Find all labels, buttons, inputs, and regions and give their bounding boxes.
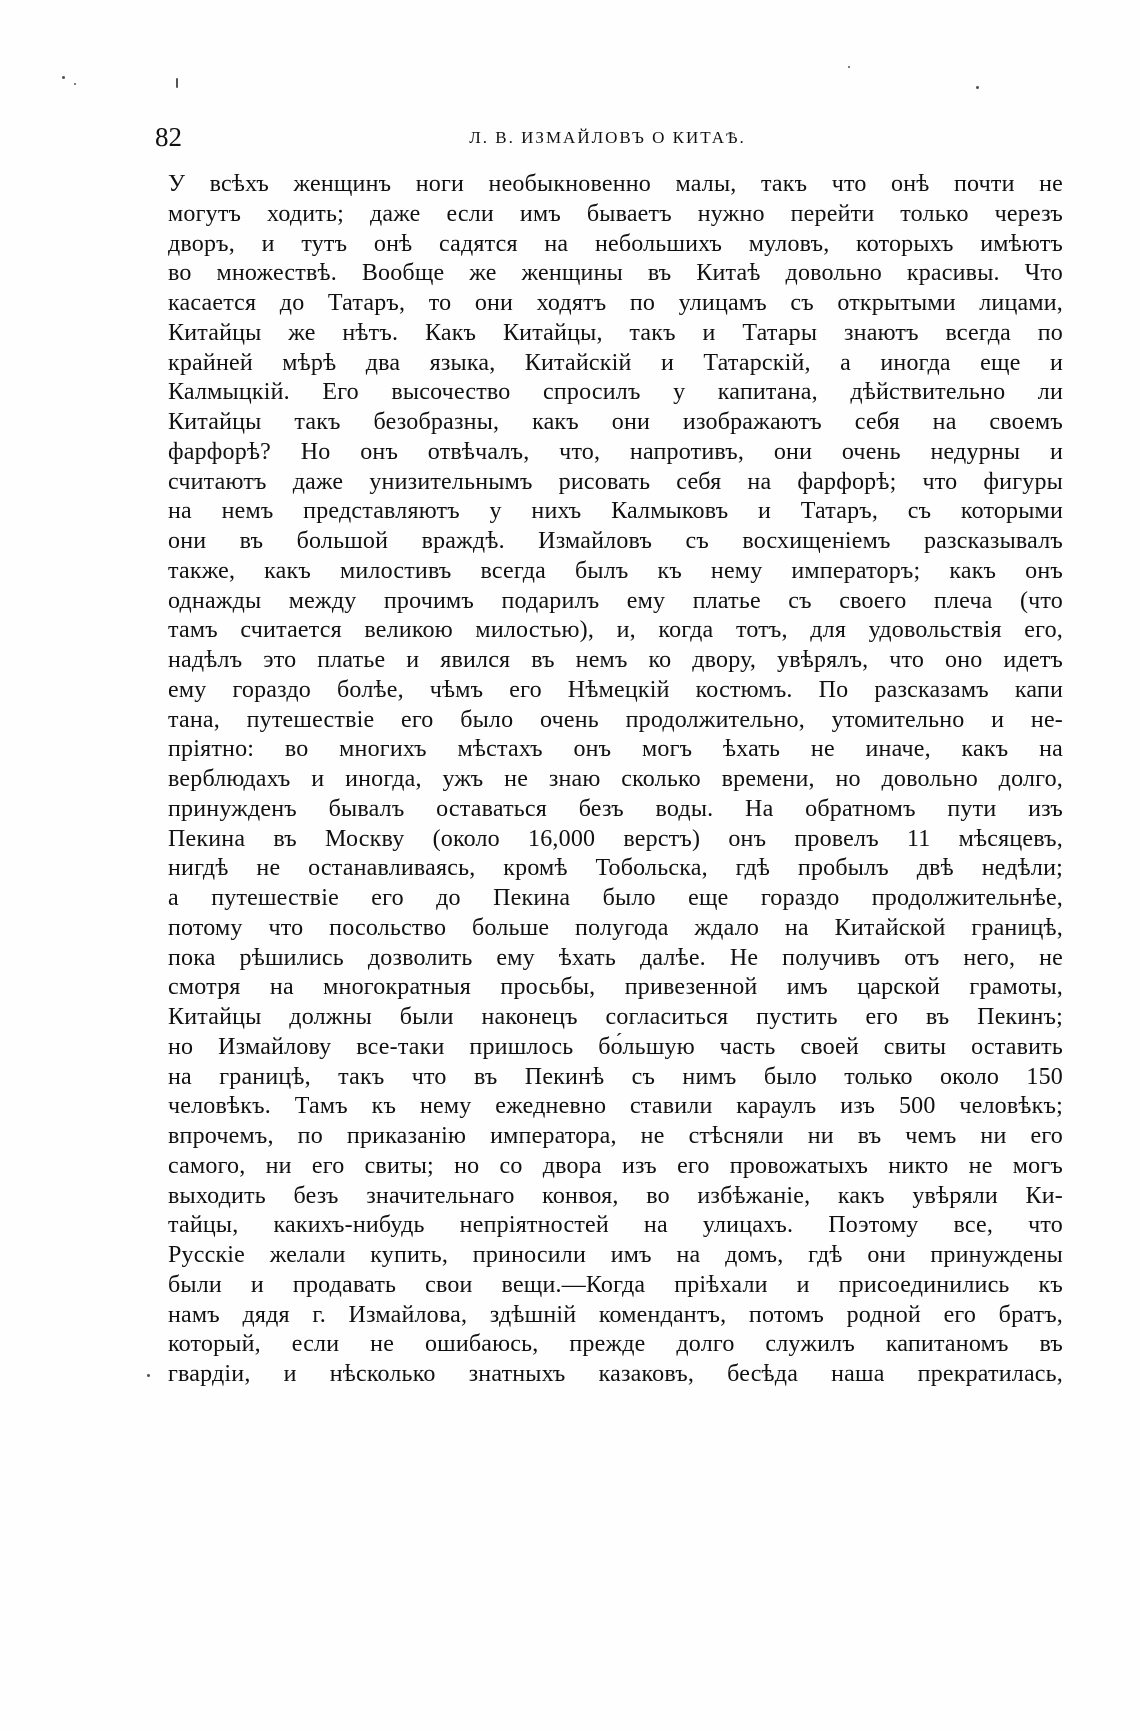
text-line: Китайцы должны были наконецъ согласиться пустить его въ Пекинъ;	[168, 1004, 1063, 1030]
text-line: самого, ни его свиты; но со двора изъ его провожатыхъ никто не могъ	[168, 1152, 1063, 1179]
text-line: Калмыцкій. Его высочество спросилъ у капитана, дѣйствительно ли	[168, 379, 1063, 406]
scan-speck	[976, 86, 979, 89]
text-line: также, какъ милостивъ всегда былъ къ нему императоръ; какъ онъ	[168, 557, 1063, 584]
text-line: фарфорѣ? Но онъ отвѣчалъ, что, напротивъ, они очень недурны и	[168, 438, 1063, 465]
text-line: принужденъ бывалъ оставаться безъ воды. На обратномъ пути изъ	[168, 795, 1063, 822]
text-line: смотря на многократныя просьбы, привезенной имъ царской грамоты,	[168, 974, 1063, 1001]
text-line: крайней мѣрѣ два языка, Китайскій и Татарскій, а иногда еще и	[168, 349, 1063, 376]
text-line: гвардіи, и нѣсколько знатныхъ казаковъ, бесѣда наша прекратилась,	[168, 1361, 1063, 1387]
text-line: впрочемъ, по приказанію императора, не стѣсняли ни въ чемъ ни его	[168, 1123, 1063, 1149]
text-line: У всѣхъ женщинъ ноги необыкновенно малы, такъ что онѣ почти не	[168, 171, 1063, 197]
text-line: Русскіе желали купить, приносили имъ на домъ, гдѣ они принуждены	[168, 1242, 1063, 1268]
text-line: тана, путешествіе его было очень продолжительно, утомительно и не-	[168, 706, 1063, 733]
scan-speck	[147, 1374, 150, 1377]
text-line: а путешествіе его до Пекина было еще гораздо продолжительнѣе,	[168, 885, 1063, 911]
text-line: считаютъ даже унизительнымъ рисовать себя на фарфорѣ; что фигуры	[168, 468, 1063, 495]
text-line: тайцы, какихъ-нибудь непріятностей на улицахъ. Поэтому все, что	[168, 1212, 1063, 1239]
text-line: касается до Татаръ, то они ходятъ по улицамъ съ открытыми лицами,	[168, 290, 1063, 316]
text-line: верблюдахъ и иногда, ужъ не знаю сколько времени, но довольно долго,	[168, 766, 1063, 792]
text-line: были и продавать свои вещи.—Когда пріѣхали и присоединились къ	[168, 1271, 1063, 1298]
text-line: человѣкъ. Тамъ къ нему ежедневно ставили караулъ изъ 500 человѣкъ;	[168, 1093, 1063, 1120]
scan-speck	[848, 66, 850, 68]
text-line: пока рѣшились дозволить ему ѣхать далѣе. Не получивъ отъ него, не	[168, 944, 1063, 971]
text-line: во множествѣ. Вообще же женщины въ Китаѣ довольно красивы. Что	[168, 260, 1063, 287]
text-line: но Измайлову все-таки пришлось бо́льшую часть своей свиты оставить	[168, 1033, 1063, 1060]
text-line: Китайцы же нѣтъ. Какъ Китайцы, такъ и Татары знаютъ всегда по	[168, 319, 1063, 346]
text-line: Пекина въ Москву (около 16,000 верстъ) онъ провелъ 11 мѣсяцевъ,	[168, 825, 1063, 852]
page-number: 82	[155, 122, 182, 152]
text-line: ему гораздо болѣе, чѣмъ его Нѣмецкій костюмъ. По разсказамъ капи	[168, 676, 1063, 703]
text-line: надѣлъ это платье и явился въ немъ ко двору, увѣрялъ, что оно идетъ	[168, 647, 1063, 673]
text-line: Китайцы такъ безобразны, какъ они изображаютъ себя на своемъ	[168, 409, 1063, 435]
text-line: однажды между прочимъ подарилъ ему платье съ своего плеча (что	[168, 587, 1063, 614]
text-line: который, если не ошибаюсь, прежде долго служилъ капитаномъ въ	[168, 1331, 1063, 1358]
body-text	[168, 170, 1063, 1390]
text-line: нигдѣ не останавливаясь, кромѣ Тобольска, гдѣ пробылъ двѣ недѣли;	[168, 855, 1063, 882]
scan-speck	[74, 83, 76, 85]
text-line: на немъ представляютъ у нихъ Калмыковъ и Татаръ, съ которыми	[168, 498, 1063, 525]
page-header	[155, 122, 1060, 162]
text-line: они въ большой враждѣ. Измайловъ съ восхищеніемъ разсказывалъ	[168, 528, 1063, 554]
text-line: дворъ, и тутъ онѣ садятся на небольшихъ муловъ, которыхъ имѣютъ	[168, 230, 1063, 257]
scan-speck	[176, 78, 178, 88]
running-title: Л. В. ИЗМАЙЛОВЪ О КИТАѢ.	[469, 128, 746, 147]
text-line: намъ дядя г. Измайлова, здѣшній комендантъ, потомъ родной его братъ,	[168, 1301, 1063, 1328]
text-line: тамъ считается великою милостью), и, когда тотъ, для удовольствія его,	[168, 617, 1063, 644]
text-line: могутъ ходить; даже если имъ бываетъ нужно перейти только черезъ	[168, 200, 1063, 227]
scan-speck	[62, 76, 65, 79]
text-line: выходить безъ значительнаго конвоя, во избѣжаніе, какъ увѣряли Ки-	[168, 1182, 1063, 1209]
text-line: пріятно: во многихъ мѣстахъ онъ могъ ѣхать не иначе, какъ на	[168, 736, 1063, 763]
text-line: на границѣ, такъ что въ Пекинѣ съ нимъ было только около 150	[168, 1063, 1063, 1090]
text-line: потому что посольство больше полугода ждало на Китайской границѣ,	[168, 914, 1063, 941]
